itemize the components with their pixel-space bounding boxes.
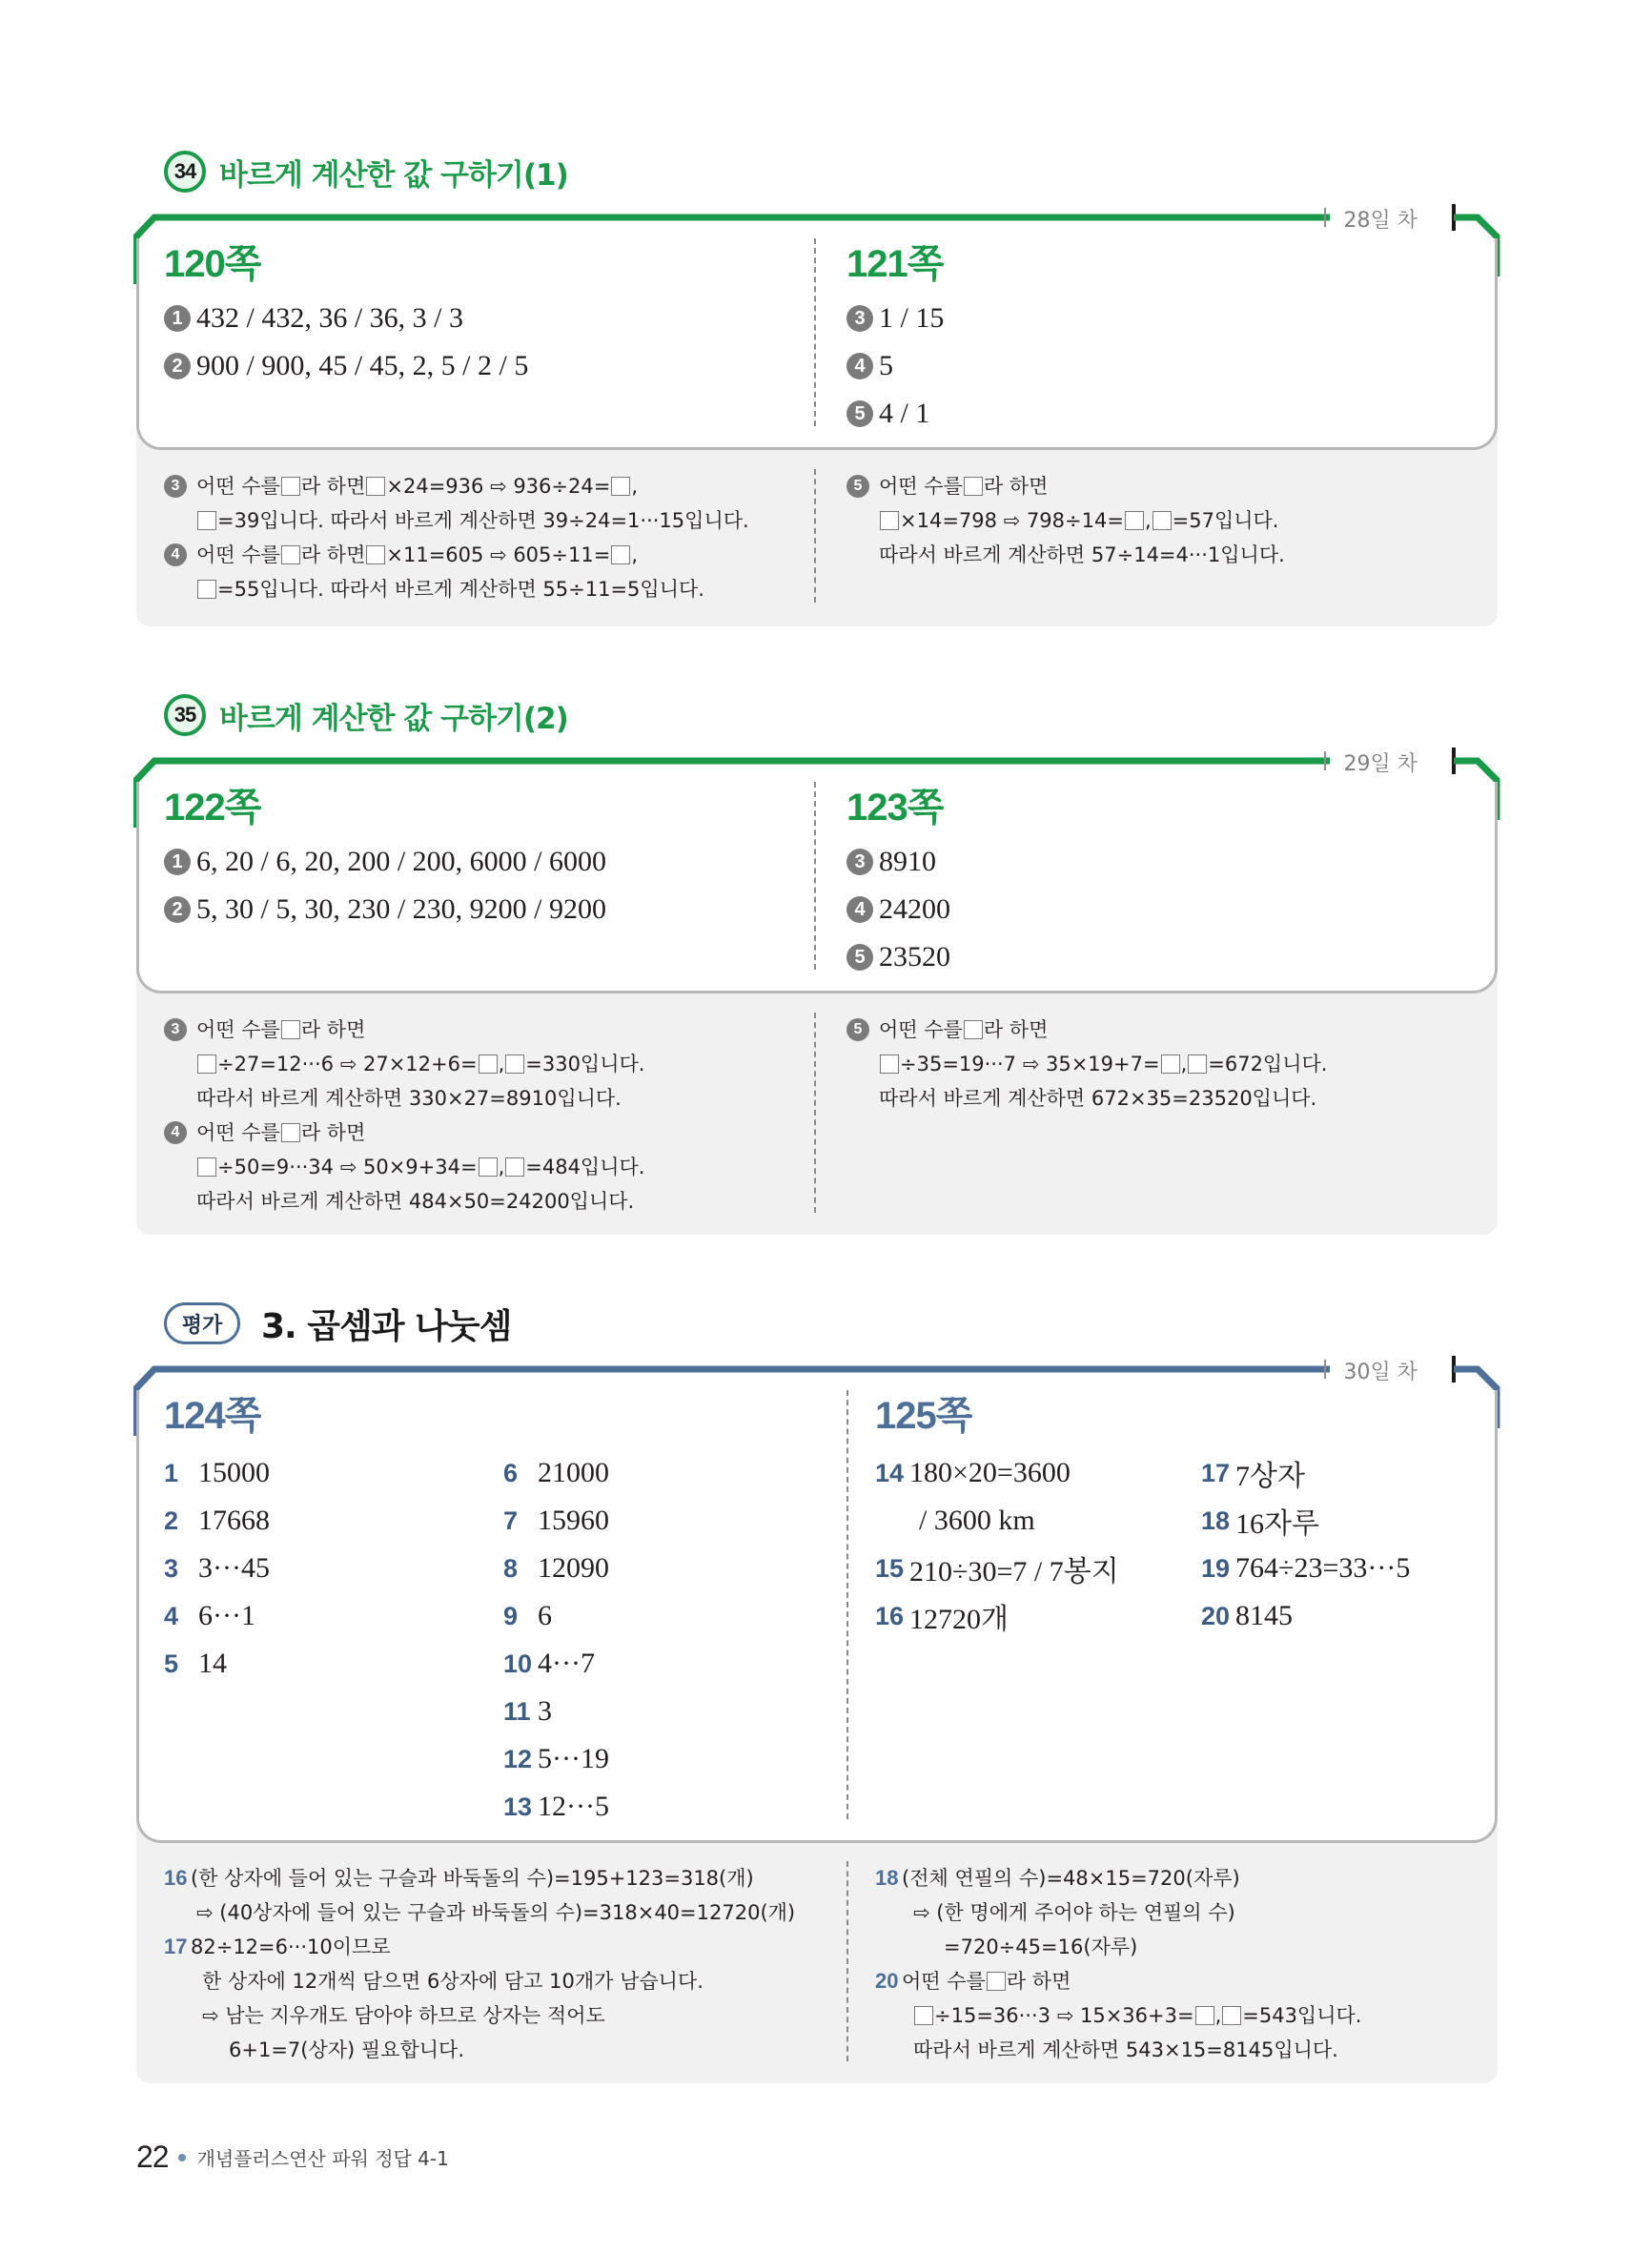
bullet-icon — [178, 2154, 186, 2161]
page-title-left: 120쪽 — [164, 243, 261, 285]
divider — [814, 1013, 816, 1213]
answer-item: 11 3 — [503, 1695, 552, 1727]
section-34-header — [164, 148, 568, 195]
answer-line: 3 1 / 15 — [846, 299, 944, 338]
section-34-answer-box — [136, 238, 1498, 450]
section-number-badge: 35 — [164, 694, 206, 736]
answer-item: 12 5···19 — [503, 1743, 609, 1774]
explanation-right: 5 어떤 수를 라 하면 ÷35=19···7 ⇨ 35×19+7= , =672입니다. 따라서 바르게 계산하면 672×35=23520입니다. — [846, 1013, 1327, 1116]
day-label: 28일 차 — [1343, 209, 1417, 233]
evaluation-badge: 평가 — [164, 1302, 240, 1344]
answer-item: 9 6 — [503, 1600, 552, 1631]
answer-line: 5 23520 — [846, 938, 950, 976]
answer-line: 4 24200 — [846, 891, 950, 929]
answer-item: 8 12090 — [503, 1552, 609, 1584]
divider — [846, 1861, 848, 2061]
explanation-left: 3 어떤 수를 라 하면 ×24=936 ⇨ 936÷24= , =39입니다. 따라서 바르게 계산하면 39÷24=1···15입니다. 4 어떤 수를 라 하면 ×11=605 ⇨ 605÷11= , =55입니다. 따라서 바르게 계산하면 55÷11=5입니다. — [164, 469, 749, 606]
day-label: 29일 차 — [1343, 752, 1417, 776]
section-number-badge: 34 — [164, 151, 206, 193]
page-title-left: 124쪽 — [164, 1395, 261, 1437]
answer-item: 14 180×20=3600 — [875, 1457, 1071, 1488]
answer-item: 4 6···1 — [164, 1600, 255, 1631]
divider — [814, 238, 816, 426]
book-title: 개념플러스연산 파워 정답 4-1 — [196, 2147, 449, 2170]
answer-line: 4 5 — [846, 347, 893, 385]
explanation-left: 16 (한 상자에 들어 있는 구슬과 바둑돌의 수)=195+123=318(개) ⇨ (40상자에 들어 있는 구슬과 바둑돌의 수)=318×40=12720(개) 17 82÷12=6···10이므로 한 상자에 12개씩 담으면 6상자에 담고 10개가 남습니다. ⇨ 남는 지우개도 담아야 하므로 상자는 적어도 6+1=7(상자) 필요합니다. — [164, 1866, 796, 2061]
answer-line: 5 4 / 1 — [846, 395, 929, 433]
answer-item: 10 4···7 — [503, 1648, 595, 1679]
answer-item: 3 3···45 — [164, 1552, 270, 1584]
answer-item: 2 17668 — [164, 1505, 270, 1536]
explanation-right: 5 어떤 수를 라 하면 ×14=798 ⇨ 798÷14= , =57입니다. 따라서 바르게 계산하면 57÷14=4···1입니다. — [846, 469, 1285, 572]
explanation-left: 3 어떤 수를 라 하면 ÷27=12···6 ⇨ 27×12+6= , =330입니다. 따라서 바르게 계산하면 330×27=8910입니다. 4 어떤 수를 라 하면 ÷50=9···34 ⇨ 50×9+34= , =484입니다. 따라서 바르게 계산하면 484×50=24200입니다. — [164, 1013, 644, 1219]
section-title: 바르게 계산한 값 구하기(2) — [219, 701, 568, 736]
explanation-right: 18 (전체 연필의 수)=48×15=720(자루) ⇨ (한 명에게 주어야 하는 연필의 수) =720÷45=16(자루) 20 어떤 수를 라 하면 ÷15=36···3 ⇨ 15×36+3= , =543입니다. 따라서 바르게 계산하면 543×15=8145입니다. — [875, 1866, 1362, 2061]
divider — [814, 782, 816, 970]
answer-line: 1 6, 20 / 6, 20, 200 / 200, 6000 / 6000 — [164, 843, 606, 881]
answer-item: 18 16자루 — [1201, 1505, 1319, 1540]
page-title-left: 122쪽 — [164, 787, 261, 829]
page-footer — [136, 2140, 449, 2175]
answer-line: 2 900 / 900, 45 / 45, 2, 5 / 2 / 5 — [164, 347, 528, 385]
page-title-right: 123쪽 — [846, 787, 944, 829]
answer-item: 19 764÷23=33···5 — [1201, 1552, 1411, 1584]
answer-item: 20 8145 — [1201, 1600, 1293, 1631]
section-35-header — [164, 691, 568, 739]
page-title-right: 125쪽 — [875, 1395, 972, 1437]
divider — [846, 1390, 848, 1819]
answer-item: 7 15960 — [503, 1505, 609, 1536]
answer-line: 3 8910 — [846, 843, 936, 881]
answer-item: 13 12···5 — [503, 1791, 609, 1822]
page-title-right: 121쪽 — [846, 243, 944, 285]
answer-item: 1 15000 — [164, 1457, 270, 1488]
section-35-answer-box — [136, 782, 1498, 993]
evaluation-title: 3. 곱셈과 나눗셈 — [261, 1306, 512, 1346]
section-title: 바르게 계산한 값 구하기(1) — [219, 157, 568, 193]
day-label: 30일 차 — [1343, 1361, 1417, 1384]
answer-line: 1 432 / 432, 36 / 36, 3 / 3 — [164, 299, 463, 338]
answer-item: 15 210÷30=7 / 7봉지 — [875, 1553, 1119, 1587]
answer-item: 17 7상자 — [1201, 1458, 1305, 1492]
evaluation-header — [164, 1300, 511, 1347]
answer-item: 16 12720개 — [875, 1601, 1009, 1635]
answer-item: 6 21000 — [503, 1457, 609, 1488]
answer-item: 5 14 — [164, 1648, 227, 1679]
answer-line: 2 5, 30 / 5, 30, 230 / 230, 9200 / 9200 — [164, 891, 606, 929]
answer-item: / 3600 km — [919, 1505, 1035, 1536]
page-number: 22 — [136, 2140, 169, 2174]
divider — [814, 469, 816, 603]
